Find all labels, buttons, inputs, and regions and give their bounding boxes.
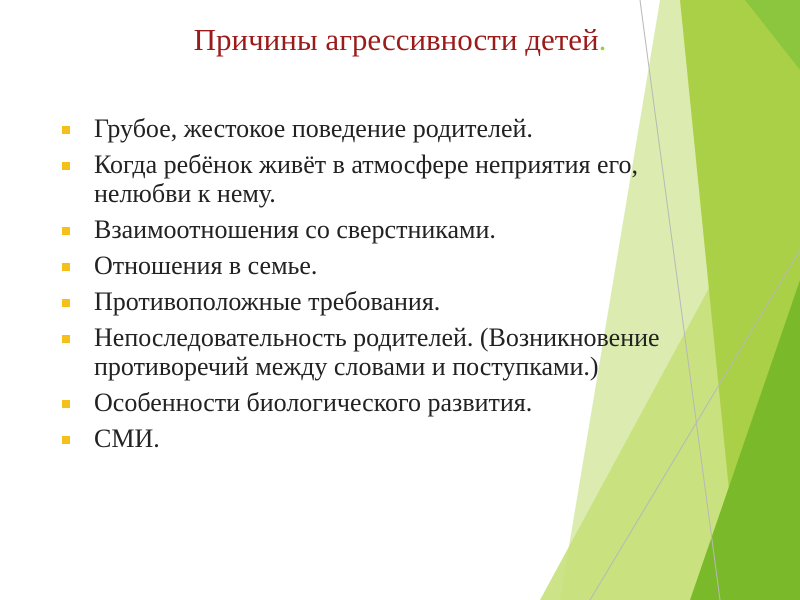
bullet-marker-icon	[62, 400, 70, 408]
bullet-marker-icon	[62, 126, 70, 134]
bullet-text: Взаимоотношения со сверстниками.	[94, 215, 496, 244]
bullet-marker-icon	[62, 436, 70, 444]
bullet-text: Отношения в семье.	[94, 251, 318, 280]
bullet-item	[62, 251, 702, 280]
bullet-item	[62, 424, 702, 453]
bullet-text: СМИ.	[94, 424, 160, 453]
slide-title-text: Причины агрессивности детей	[193, 22, 599, 57]
bullet-item	[62, 388, 702, 417]
bullet-text: Когда ребёнок живёт в атмосфере неприятия его, нелюбви к нему.	[94, 150, 639, 208]
bullet-marker-icon	[62, 263, 70, 271]
bullet-text: Противоположные требования.	[94, 287, 441, 316]
slide-title-period: .	[598, 22, 607, 57]
bullet-marker-icon	[62, 335, 70, 343]
bullet-marker-icon	[62, 299, 70, 307]
bullet-item	[62, 215, 702, 244]
bullet-marker-icon	[62, 227, 70, 235]
slide-title	[0, 22, 800, 58]
bullet-marker-icon	[62, 162, 70, 170]
bullet-item	[62, 114, 702, 143]
bullet-list	[62, 114, 702, 460]
bullet-text: Непоследовательность родителей. (Возникновение противоречий между словами и поступками.)	[94, 323, 660, 381]
bullet-item	[62, 323, 702, 381]
bullet-item	[62, 150, 702, 208]
bullet-text: Особенности биологического развития.	[94, 388, 533, 417]
bullet-text: Грубое, жестокое поведение родителей.	[94, 114, 533, 143]
bullet-item	[62, 287, 702, 316]
